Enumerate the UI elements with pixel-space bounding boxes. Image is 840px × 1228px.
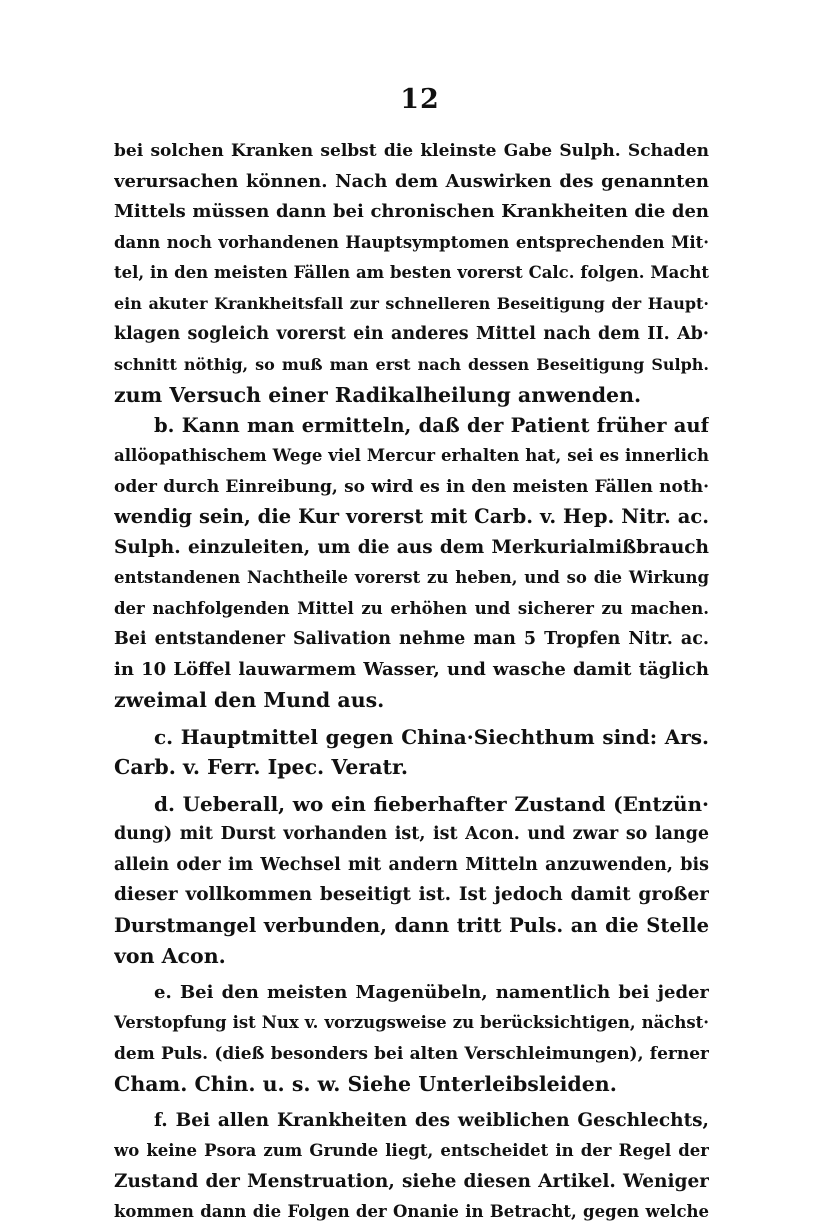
text-line: der nachfolgenden Mittel zu erhöhen und sicherer zu machen. bbox=[114, 598, 709, 618]
text-line: zweimal den Mund aus. bbox=[114, 688, 385, 712]
text-line: b. Kann man ermitteln, daß der Patient früher auf bbox=[154, 413, 709, 437]
text-line: dung) mit Durst vorhanden ist, ist Acon. und zwar so lange bbox=[114, 824, 709, 844]
text-line: dem Puls. (dieß besonders bei alten Verschleimungen), ferner bbox=[114, 1043, 709, 1064]
text-line: Cham. Chin. u. s. w. Siehe Unterleibsleiden. bbox=[114, 1072, 617, 1096]
text-line: allöopathischem Wege viel Mercur erhalten hat, sei es innerlich bbox=[114, 446, 709, 465]
text-line: d. Ueberall, wo ein fieberhafter Zustand (Entzün· bbox=[154, 791, 709, 816]
page-number: 12 bbox=[400, 84, 440, 115]
text-line: dieser vollkommen beseitigt ist. Ist jedoch damit großer bbox=[114, 884, 709, 905]
text-line: oder durch Einreibung, so wird es in den meisten Fällen noth· bbox=[114, 476, 709, 497]
text-line: wendig sein, die Kur vorerst mit Carb. v. Hep. Nitr. ac. bbox=[114, 505, 709, 528]
text-line: Sulph. einzuleiten, um die aus dem Merkurialmißbrauch bbox=[114, 536, 709, 558]
text-line: f. Bei allen Krankheiten des weiblichen Geschlechts, bbox=[154, 1109, 709, 1131]
text-line: ein akuter Krankheitsfall zur schnelleren Beseitigung der Haupt· bbox=[114, 293, 709, 313]
text-line: tel, in den meisten Fällen am besten vorerst Calc. folgen. Macht bbox=[114, 263, 709, 282]
text-line: Verstopfung ist Nux v. vorzugsweise zu berücksichtigen, nächst· bbox=[114, 1013, 709, 1032]
text-line: von Acon. bbox=[114, 944, 226, 968]
text-line: in 10 Löffel lauwarmem Wasser, und wasche damit täglich bbox=[114, 658, 709, 680]
text-line: Durstmangel verbunden, dann tritt Puls. an die Stelle bbox=[114, 913, 709, 937]
text-line: entstandenen Nachtheile vorerst zu heben, und so die Wirkung bbox=[114, 568, 709, 587]
text-line: verursachen können. Nach dem Auswirken des genannten bbox=[114, 170, 709, 192]
text-line: Mittels müssen dann bei chronischen Krankheiten die den bbox=[114, 201, 709, 222]
text-line: bei solchen Kranken selbst die kleinste Gabe Sulph. Schaden bbox=[114, 141, 709, 161]
text-line: schnitt nöthig, so muß man erst nach dessen Beseitigung Sulph. bbox=[114, 354, 709, 374]
text-line: e. Bei den meisten Magenübeln, namentlich bei jeder bbox=[154, 981, 709, 1003]
text-line: zum Versuch einer Radikalheilung anwenden. bbox=[114, 383, 642, 407]
text-line: Carb. v. Ferr. Ipec. Veratr. bbox=[114, 755, 408, 779]
text-line: Bei entstandener Salivation nehme man 5 Tropfen Nitr. ac. bbox=[114, 629, 709, 649]
text-line: klagen sogleich vorerst ein anderes Mittel nach dem II. Ab· bbox=[114, 324, 709, 344]
text-line: wo keine Psora zum Grunde liegt, entscheidet in der Regel der bbox=[114, 1141, 709, 1160]
text-line: kommen dann die Folgen der Onanie in Betracht, gegen welche bbox=[114, 1202, 709, 1221]
text-line: allein oder im Wechsel mit andern Mitteln anzuwenden, bis bbox=[114, 854, 709, 875]
text-line: c. Hauptmittel gegen China·Siechthum sind: Ars. bbox=[154, 724, 709, 749]
text-line: Zustand der Menstruation, siehe diesen Artikel. Weniger bbox=[114, 1170, 709, 1192]
text-line: dann noch vorhandenen Hauptsymptomen entsprechenden Mit· bbox=[114, 232, 709, 252]
body-text bbox=[114, 136, 709, 1228]
